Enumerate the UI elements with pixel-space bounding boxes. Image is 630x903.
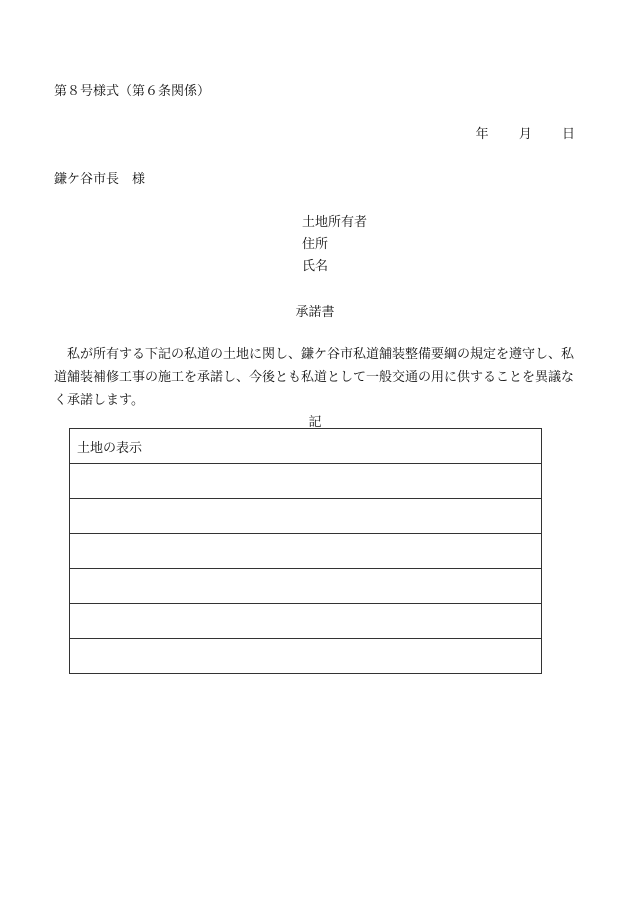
table-row xyxy=(70,464,542,499)
table-row xyxy=(70,604,542,639)
table-cell xyxy=(70,604,542,639)
table-row xyxy=(70,534,542,569)
table-cell xyxy=(70,639,542,674)
table-cell xyxy=(70,569,542,604)
date-line xyxy=(476,123,575,142)
table-row xyxy=(70,499,542,534)
table-cell xyxy=(70,464,542,499)
table-cell xyxy=(70,534,542,569)
day-unit: 日 xyxy=(561,127,575,142)
land-display-header: 土地の表示 xyxy=(70,429,542,464)
table-cell xyxy=(70,499,542,534)
name-label: 氏名 xyxy=(302,259,329,274)
table-header-row xyxy=(70,429,542,464)
table-row xyxy=(70,569,542,604)
owner-title: 土地所有者 xyxy=(302,215,368,230)
addressee: 鎌ケ谷市長 様 xyxy=(54,172,146,187)
document-title: 承諾書 xyxy=(295,305,335,320)
table-row xyxy=(70,639,542,674)
address-label: 住所 xyxy=(302,237,329,252)
form-number: 第８号様式（第６条関係） xyxy=(54,84,211,99)
year-unit: 年 xyxy=(475,127,489,142)
land-table xyxy=(69,428,542,674)
owner-block xyxy=(302,212,367,278)
body-text: 私が所有する下記の私道の土地に関し、鎌ケ谷市私道舗装整備要綱の規定を遵守し、私道舗装補修工事の施工を承諾し、今後とも私道として一般交通の用に供することを異議なく承諾します。 xyxy=(54,347,575,408)
month-unit: 月 xyxy=(518,127,532,142)
ki-label: 記 xyxy=(308,415,322,430)
